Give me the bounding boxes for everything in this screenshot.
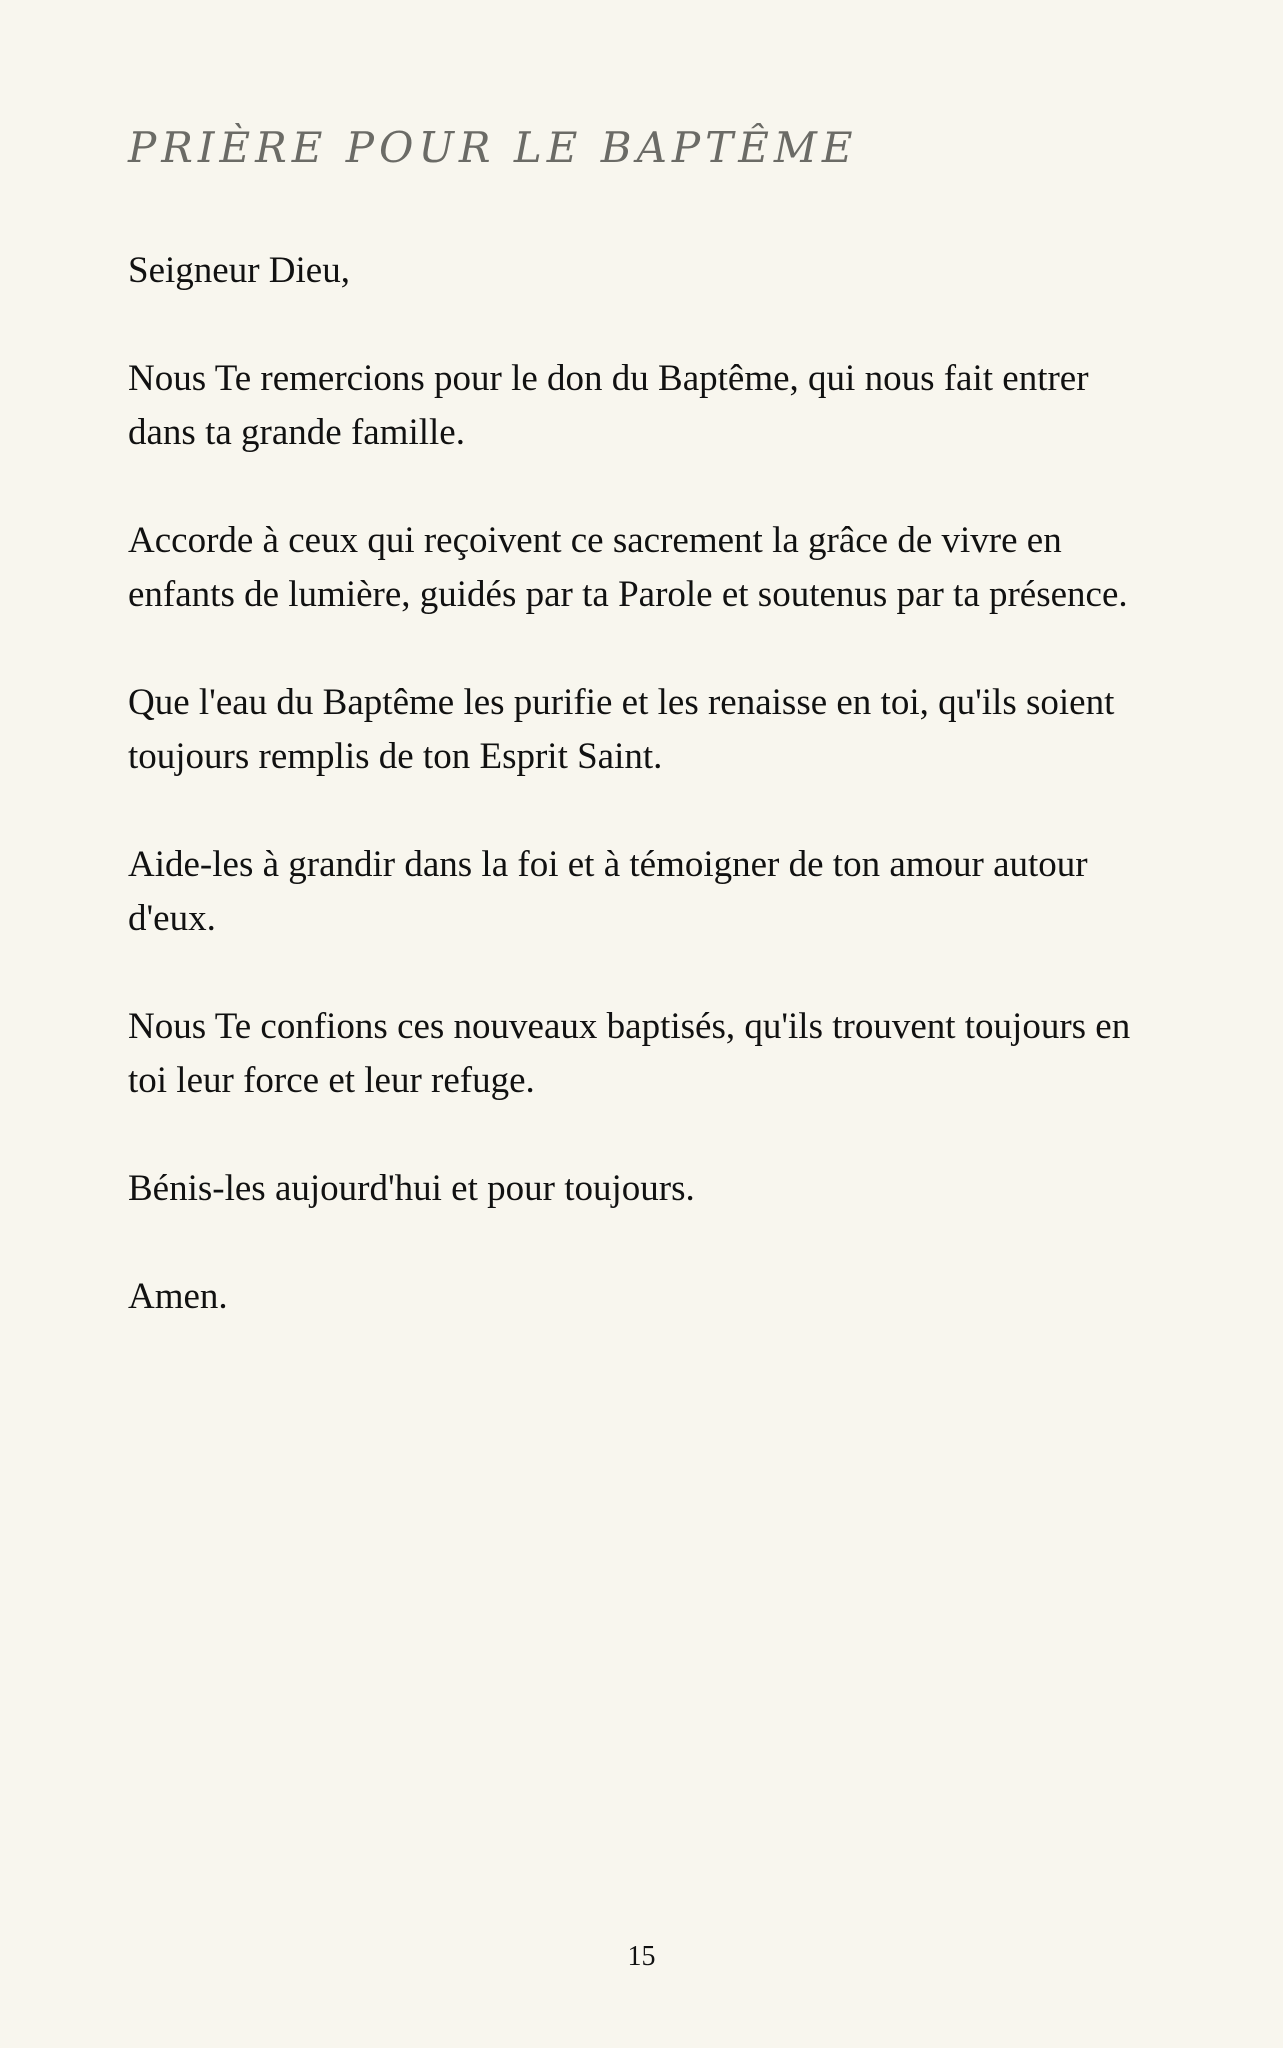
paragraph-thanks: Nous Te remercions pour le don du Baptême, qui nous fait entrer dans ta grande famille. bbox=[128, 358, 1089, 453]
prayer-body bbox=[128, 244, 1158, 1378]
paragraph-blessing: Bénis-les aujourd'hui et pour toujours. bbox=[128, 1168, 695, 1209]
paragraph-amen: Amen. bbox=[128, 1276, 228, 1317]
paragraph-greeting: Seigneur Dieu, bbox=[128, 250, 350, 291]
paragraph-entrust: Nous Te confions ces nouveaux baptisés, qu'ils trouvent toujours en toi leur force et leur refuge. bbox=[128, 1006, 1131, 1101]
paragraph-water: Que l'eau du Baptême les purifie et les renaisse en toi, qu'ils soient toujours remplis de ton Esprit Saint. bbox=[128, 682, 1115, 777]
paragraph-grace: Accorde à ceux qui reçoivent ce sacrement la grâce de vivre en enfants de lumière, guidés par ta Parole et soutenus par ta présence. bbox=[128, 520, 1128, 615]
page-number: 15 bbox=[627, 1941, 656, 1972]
paragraph-faith: Aide-les à grandir dans la foi et à témoigner de ton amour autour d'eux. bbox=[128, 844, 1088, 939]
page-title: PRIÈRE POUR LE BAPTÊME bbox=[128, 123, 858, 172]
